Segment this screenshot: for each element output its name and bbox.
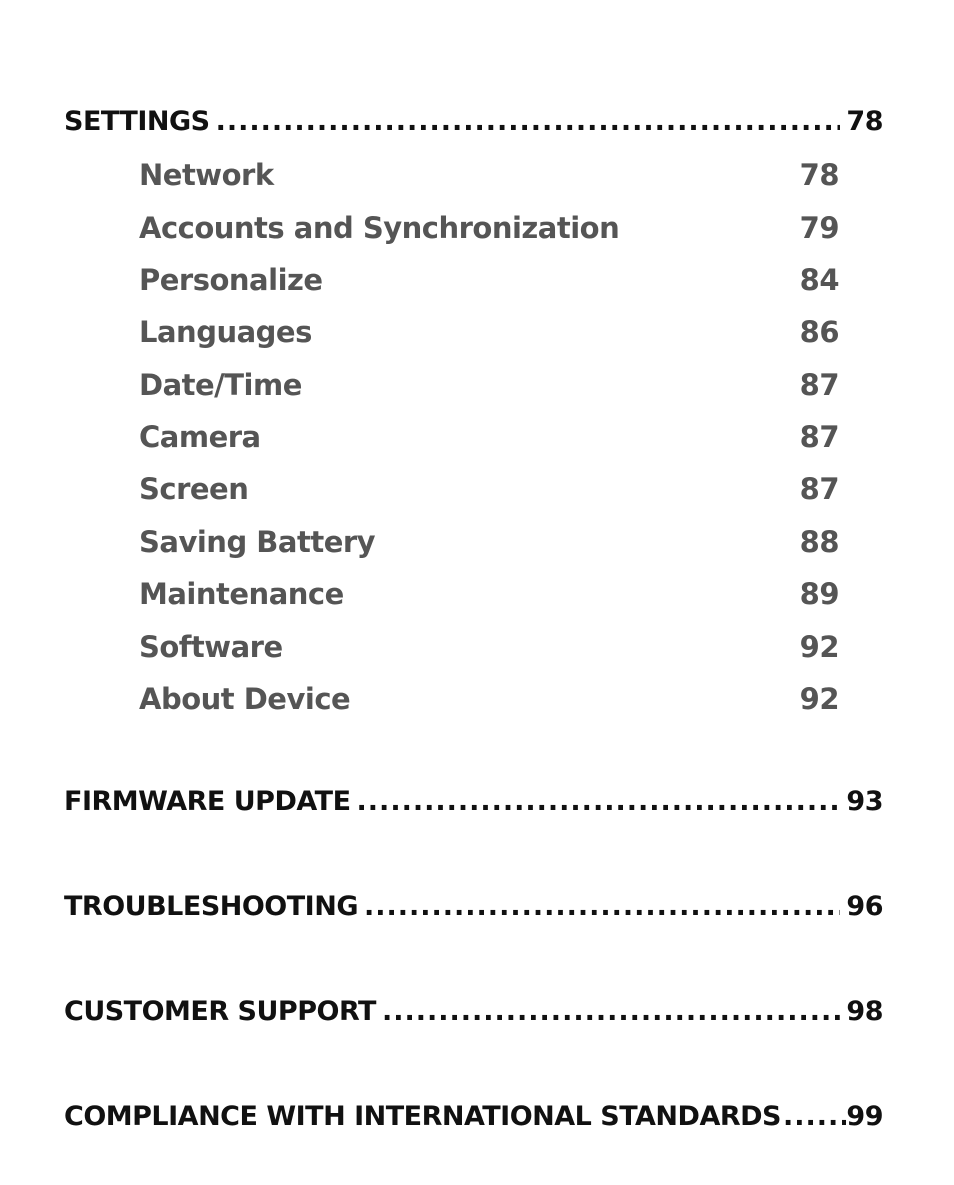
toc-entry-compliance[interactable] bbox=[64, 1101, 883, 1141]
toc-subentry-software[interactable] bbox=[139, 630, 839, 670]
toc-subentry-title: Languages bbox=[139, 315, 312, 349]
toc-subentry-title: Network bbox=[139, 158, 274, 192]
toc-entry-title: COMPLIANCE WITH INTERNATIONAL STANDARDS bbox=[64, 1101, 781, 1132]
toc-subentry-camera[interactable] bbox=[139, 420, 839, 460]
toc-subentry-personalize[interactable] bbox=[139, 263, 839, 303]
toc-subentry-page: 87 bbox=[799, 368, 839, 402]
toc-subentry-date-time[interactable] bbox=[139, 368, 839, 408]
toc-entry-title: TROUBLESHOOTING bbox=[64, 891, 358, 922]
dot-leader bbox=[364, 891, 840, 922]
toc-subentry-page: 92 bbox=[799, 682, 839, 716]
toc-subentry-title: Camera bbox=[139, 420, 261, 454]
dot-leader bbox=[357, 786, 841, 817]
toc-subentry-page: 87 bbox=[799, 420, 839, 454]
toc-subentry-page: 87 bbox=[799, 472, 839, 506]
toc-subentry-title: About Device bbox=[139, 682, 351, 716]
toc-subentry-saving-battery[interactable] bbox=[139, 525, 839, 565]
toc-subentry-screen[interactable] bbox=[139, 472, 839, 512]
toc-subentry-accounts-sync[interactable] bbox=[139, 211, 839, 251]
toc-entry-page: 93 bbox=[846, 786, 883, 817]
toc-subentry-page: 78 bbox=[799, 158, 839, 192]
toc-entry-title: FIRMWARE UPDATE bbox=[64, 786, 351, 817]
toc-subentry-network[interactable] bbox=[139, 158, 839, 198]
toc-entry-page: 96 bbox=[846, 891, 883, 922]
toc-subentry-title: Screen bbox=[139, 472, 249, 506]
toc-entry-firmware-update[interactable] bbox=[64, 786, 883, 826]
toc-entry-title: SETTINGS bbox=[64, 106, 210, 137]
toc-entry-page: 98 bbox=[846, 996, 883, 1027]
toc-subentry-maintenance[interactable] bbox=[139, 577, 839, 617]
toc-subentry-page: 84 bbox=[799, 263, 839, 297]
toc-subentry-page: 88 bbox=[799, 525, 839, 559]
dot-leader bbox=[382, 996, 840, 1027]
toc-entry-settings[interactable] bbox=[64, 106, 883, 146]
toc-entry-page: 78 bbox=[846, 106, 883, 137]
dot-leader bbox=[783, 1101, 846, 1132]
toc-entry-customer-support[interactable] bbox=[64, 996, 883, 1036]
toc-subentry-title: Accounts and Synchronization bbox=[139, 211, 620, 245]
toc-subentry-page: 79 bbox=[799, 211, 839, 245]
toc-entry-page: 99 bbox=[846, 1101, 883, 1132]
toc-subentry-page: 92 bbox=[799, 630, 839, 664]
toc-subentry-title: Saving Battery bbox=[139, 525, 376, 559]
toc-subentry-page: 86 bbox=[799, 315, 839, 349]
toc-subentry-title: Personalize bbox=[139, 263, 323, 297]
toc-subentry-title: Software bbox=[139, 630, 283, 664]
toc-subentry-languages[interactable] bbox=[139, 315, 839, 355]
dot-leader bbox=[216, 106, 841, 137]
toc-subentry-title: Date/Time bbox=[139, 368, 302, 402]
toc-subentry-about-device[interactable] bbox=[139, 682, 839, 722]
toc-entry-troubleshooting[interactable] bbox=[64, 891, 883, 931]
toc-subentry-title: Maintenance bbox=[139, 577, 344, 611]
toc-subentry-page: 89 bbox=[799, 577, 839, 611]
toc-entry-title: CUSTOMER SUPPORT bbox=[64, 996, 376, 1027]
